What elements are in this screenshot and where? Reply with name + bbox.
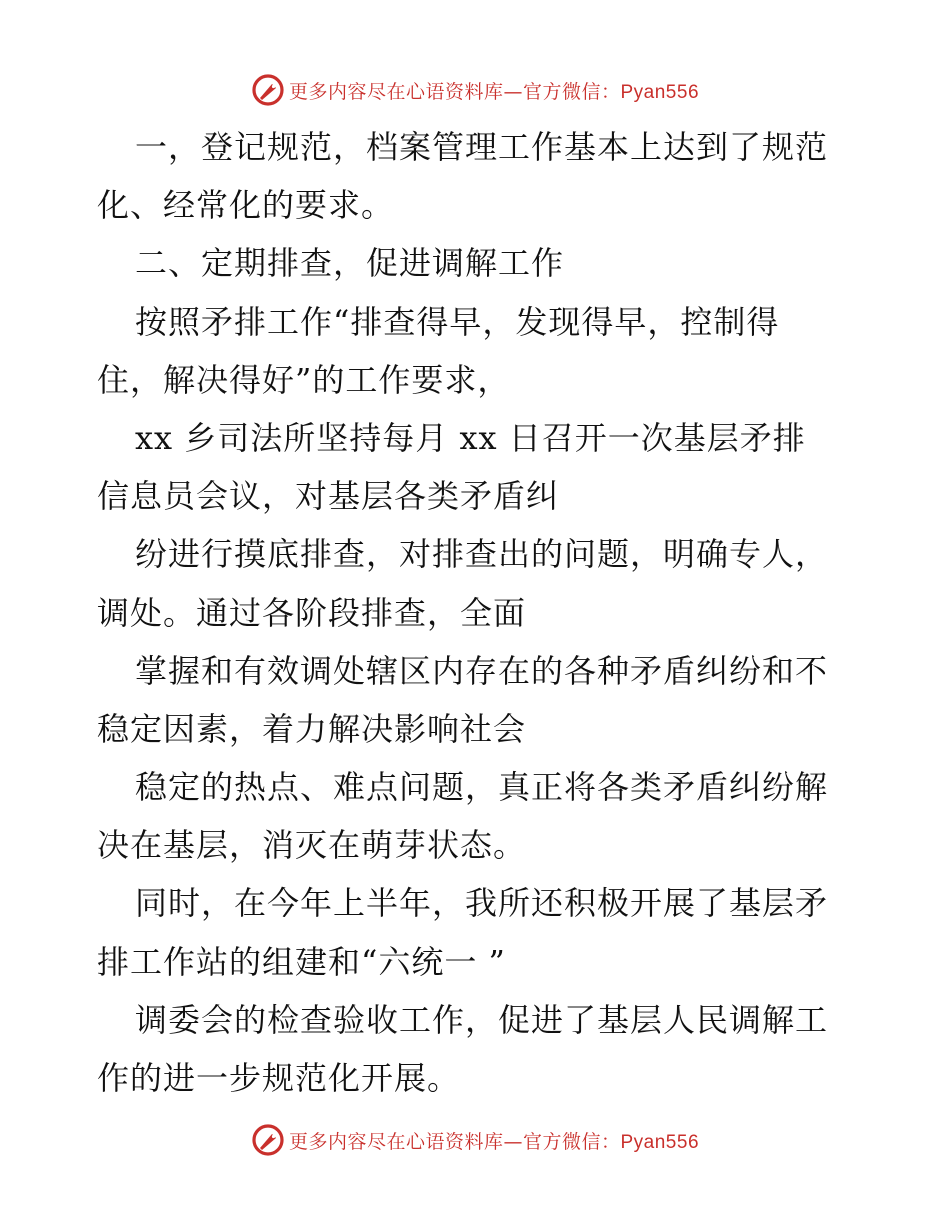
banner-text [289,1127,699,1154]
pen-nib-circle-icon [251,73,285,107]
wechat-id: Pyan556 [620,1131,700,1153]
text-line: 按照矛排工作“排查得早，发现得早，控制得 [135,302,780,341]
text-line: 化、经常化的要求。 [97,186,395,225]
text-line: 掌握和有效调处辖区内存在的各种矛盾纠纷和不 [135,651,829,690]
text-line: 调处。通过各阶段排查，全面 [97,593,527,632]
banner-caption: 更多内容尽在心语资料库—官方微信： [288,1130,621,1153]
text-line: 信息员会议，对基层各类矛盾纠 [97,477,560,516]
text-line: xx 乡司法所坚持每月 xx 日召开一次基层矛排 [135,418,806,457]
footer-banner [0,1120,950,1160]
text-line: 作的进一步规范化开展。 [97,1059,461,1097]
wechat-id: Pyan556 [620,81,700,103]
document-body [97,118,857,1107]
text-line: 稳定因素，着力解决影响社会 [97,709,527,748]
banner-caption: 更多内容尽在心语资料库—官方微信： [288,80,621,103]
pen-nib-circle-icon [251,1123,285,1157]
text-line: 决在基层，消灭在萌芽状态。 [97,826,527,865]
text-line: 二、定期排查，促进调解工作 [135,244,565,283]
text-line: 稳定的热点、难点问题，真正将各类矛盾纠纷解 [135,768,829,807]
text-line: 纷进行摸底排查，对排查出的问题，明确专人， [135,535,829,574]
text-line: 住，解决得好”的工作要求， [97,360,511,399]
text-line: 排工作站的组建和“六统一 ” [97,942,506,981]
header-banner [0,70,950,110]
text-line: 调委会的检查验收工作，促进了基层人民调解工 [135,1000,829,1039]
text-line: 同时，在今年上半年，我所还积极开展了基层矛 [135,884,829,923]
text-line: 一，登记规范，档案管理工作基本上达到了规范 [135,128,829,166]
banner-text [289,77,699,104]
